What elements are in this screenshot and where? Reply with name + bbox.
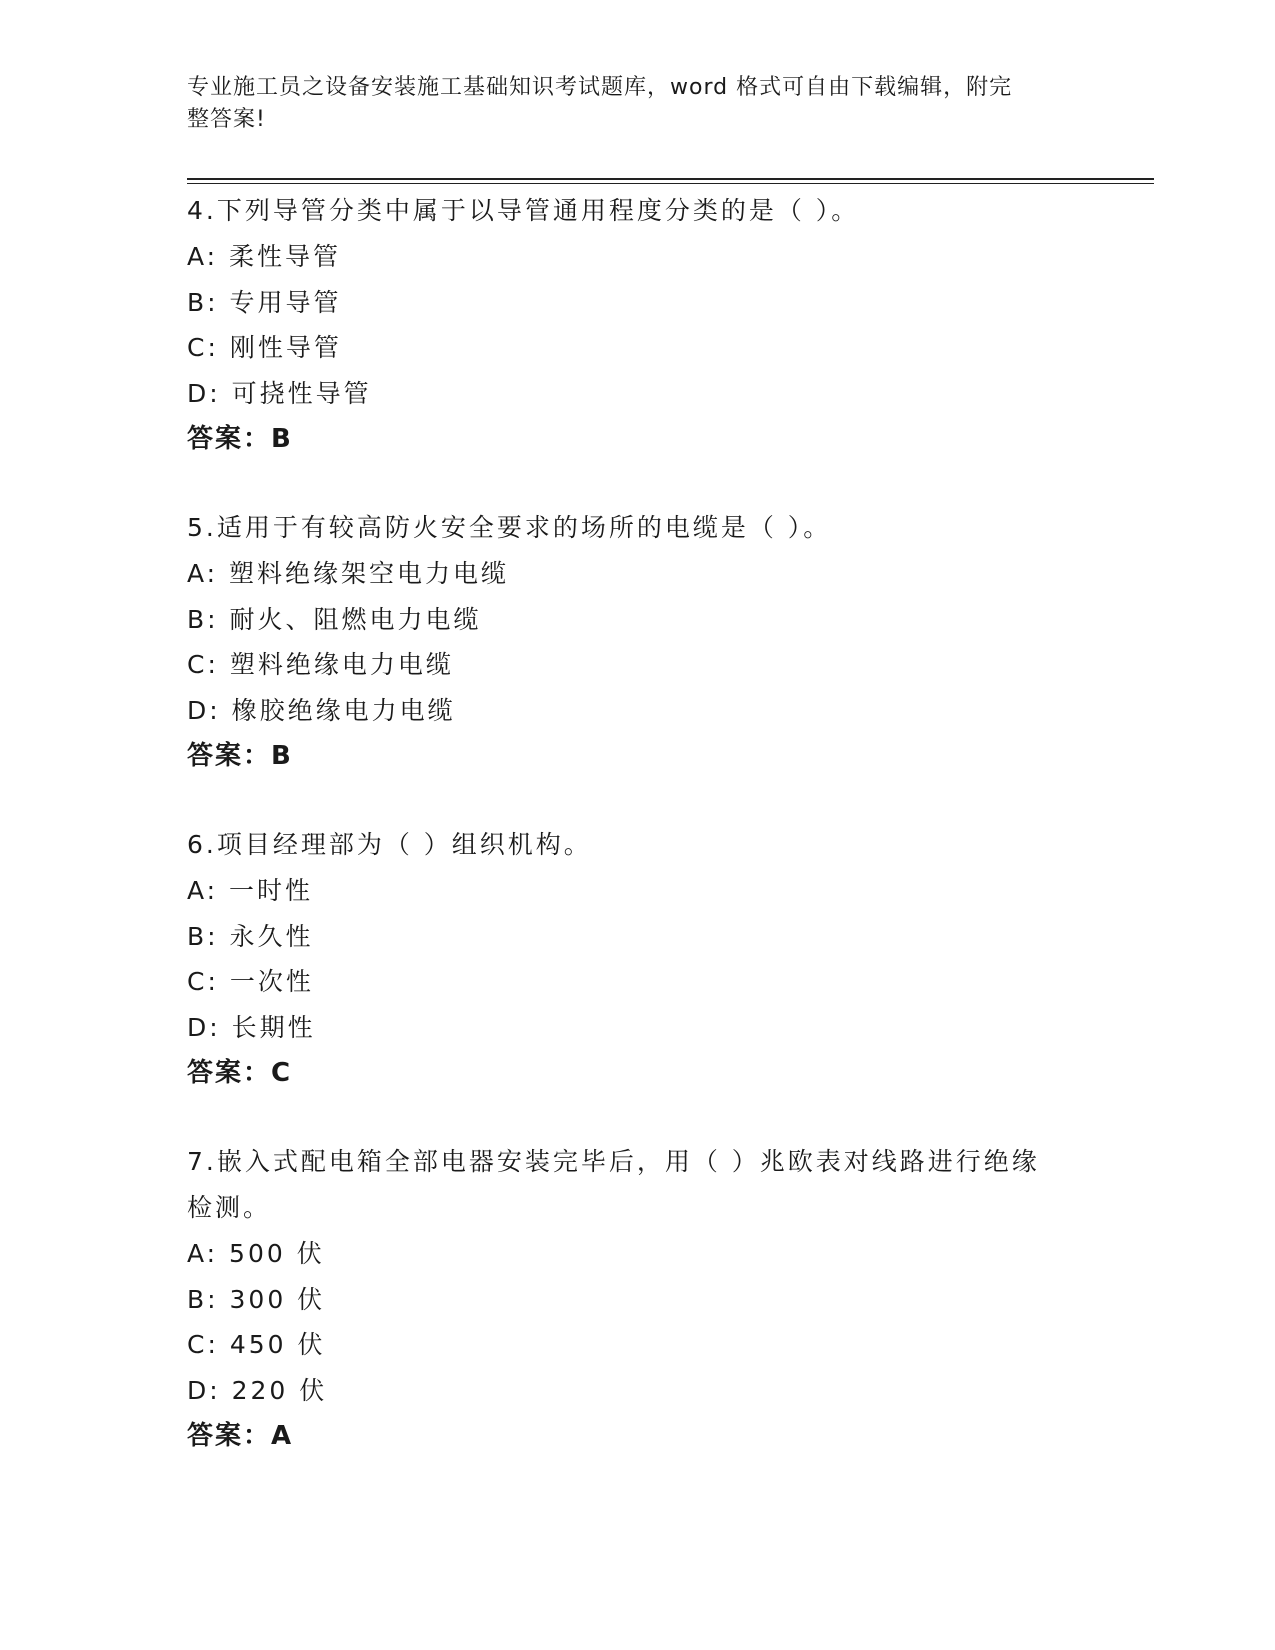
question-stem: 6.项目经理部为（ ）组织机构。 xyxy=(187,830,592,859)
option-a: A: 500 伏 xyxy=(187,1239,325,1268)
option-a: A: 一时性 xyxy=(187,876,314,905)
option-c: C: 450 伏 xyxy=(187,1330,326,1359)
option-d: D: 长期性 xyxy=(187,1012,316,1042)
option-b: B: 300 伏 xyxy=(187,1284,326,1314)
option-c: C: 刚性导管 xyxy=(187,333,342,362)
option-b: B: 专用导管 xyxy=(187,287,342,317)
option-b: B: 永久性 xyxy=(187,921,314,951)
question-4 xyxy=(187,188,1107,462)
option-c: C: 一次性 xyxy=(187,967,314,996)
question-7 xyxy=(187,1139,1107,1459)
option-a: A: 柔性导管 xyxy=(187,242,342,271)
question-6 xyxy=(187,822,1107,1096)
answer: 答案：C xyxy=(187,1058,293,1088)
question-stem-line-1: 7.嵌入式配电箱全部电器安装完毕后，用（ ）兆欧表对线路进行绝缘 xyxy=(187,1147,1040,1176)
answer: 答案：B xyxy=(187,424,293,454)
option-d: D: 可挠性导管 xyxy=(187,378,372,408)
header-line-1: 专业施工员之设备安装施工基础知识考试题库，word 格式可自由下载编辑，附完 xyxy=(187,75,1013,100)
document-header xyxy=(187,72,1067,136)
answer: 答案：B xyxy=(187,741,293,771)
header-divider-thin xyxy=(187,183,1154,184)
question-5 xyxy=(187,505,1107,779)
option-a: A: 塑料绝缘架空电力电缆 xyxy=(187,559,510,588)
option-c: C: 塑料绝缘电力电缆 xyxy=(187,650,454,679)
question-stem-line-2: 检测。 xyxy=(187,1193,272,1222)
header-divider-thick xyxy=(187,178,1154,180)
option-b: B: 耐火、阻燃电力电缆 xyxy=(187,604,482,634)
question-stem: 4.下列导管分类中属于以导管通用程度分类的是（ ）。 xyxy=(187,196,860,225)
option-d: D: 220 伏 xyxy=(187,1375,328,1405)
option-d: D: 橡胶绝缘电力电缆 xyxy=(187,695,456,725)
question-list xyxy=(187,188,1107,1459)
question-stem: 5.适用于有较高防火安全要求的场所的电缆是（ ）。 xyxy=(187,513,832,542)
header-line-2: 整答案! xyxy=(187,107,266,132)
answer: 答案：A xyxy=(187,1421,294,1451)
